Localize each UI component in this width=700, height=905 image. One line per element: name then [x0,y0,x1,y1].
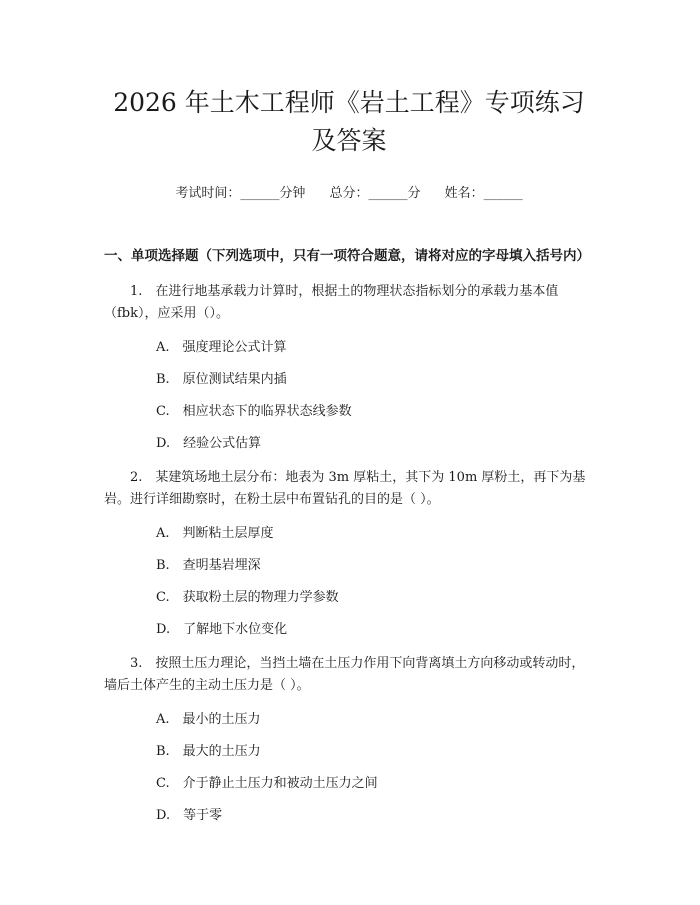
option-c: C. 相应状态下的临界状态线参数 [156,404,352,419]
option-d: D. 等于零 [156,808,223,823]
option-a: A. 最小的土压力 [156,712,261,727]
option-a: A. 强度理论公式计算 [156,340,287,355]
section-heading: 一、单项选择题（下列选项中，只有一项符合题意，请将对应的字母填入括号内） [104,248,590,264]
exam-time: 考试时间：______分钟 [175,186,306,201]
option-d: D. 经验公式估算 [156,436,262,451]
page-title: 2026 年土木工程师《岩土工程》专项练习及答案 [113,88,585,155]
option-a: A. 判断粘土层厚度 [156,526,274,541]
option-c: C. 获取粉土层的物理力学参数 [156,590,339,605]
exam-name: 姓名：______ [444,186,523,201]
exam-score: 总分：______分 [329,186,421,201]
option-b: B. 原位测试结果内插 [156,372,287,387]
option-d: D. 了解地下水位变化 [156,622,288,637]
question-1 [104,281,594,453]
question-stem: 2. 某建筑场地土层分布：地表为 3m 厚粘土，其下为 10m 厚粉土，再下为基岩。进行详细勘察时，在粉土层中布置钻孔的目的是（ ）。 [104,470,586,507]
exam-meta [104,182,594,201]
option-b: B. 最大的土压力 [156,744,261,759]
question-stem: 3. 按照土压力理论，当挡土墙在土压力作用下向背离填土方向移动或转动时，墙后土体产生的主动土压力是（ ）。 [104,656,585,693]
question-stem: 1. 在进行地基承载力计算时，根据土的物理状态指标划分的承载力基本值（fbk），应采用（）。 [104,284,559,321]
question-3 [104,653,594,825]
option-c: C. 介于静止土压力和被动土压力之间 [156,776,378,791]
option-b: B. 查明基岩埋深 [156,558,261,573]
question-2 [104,467,594,639]
